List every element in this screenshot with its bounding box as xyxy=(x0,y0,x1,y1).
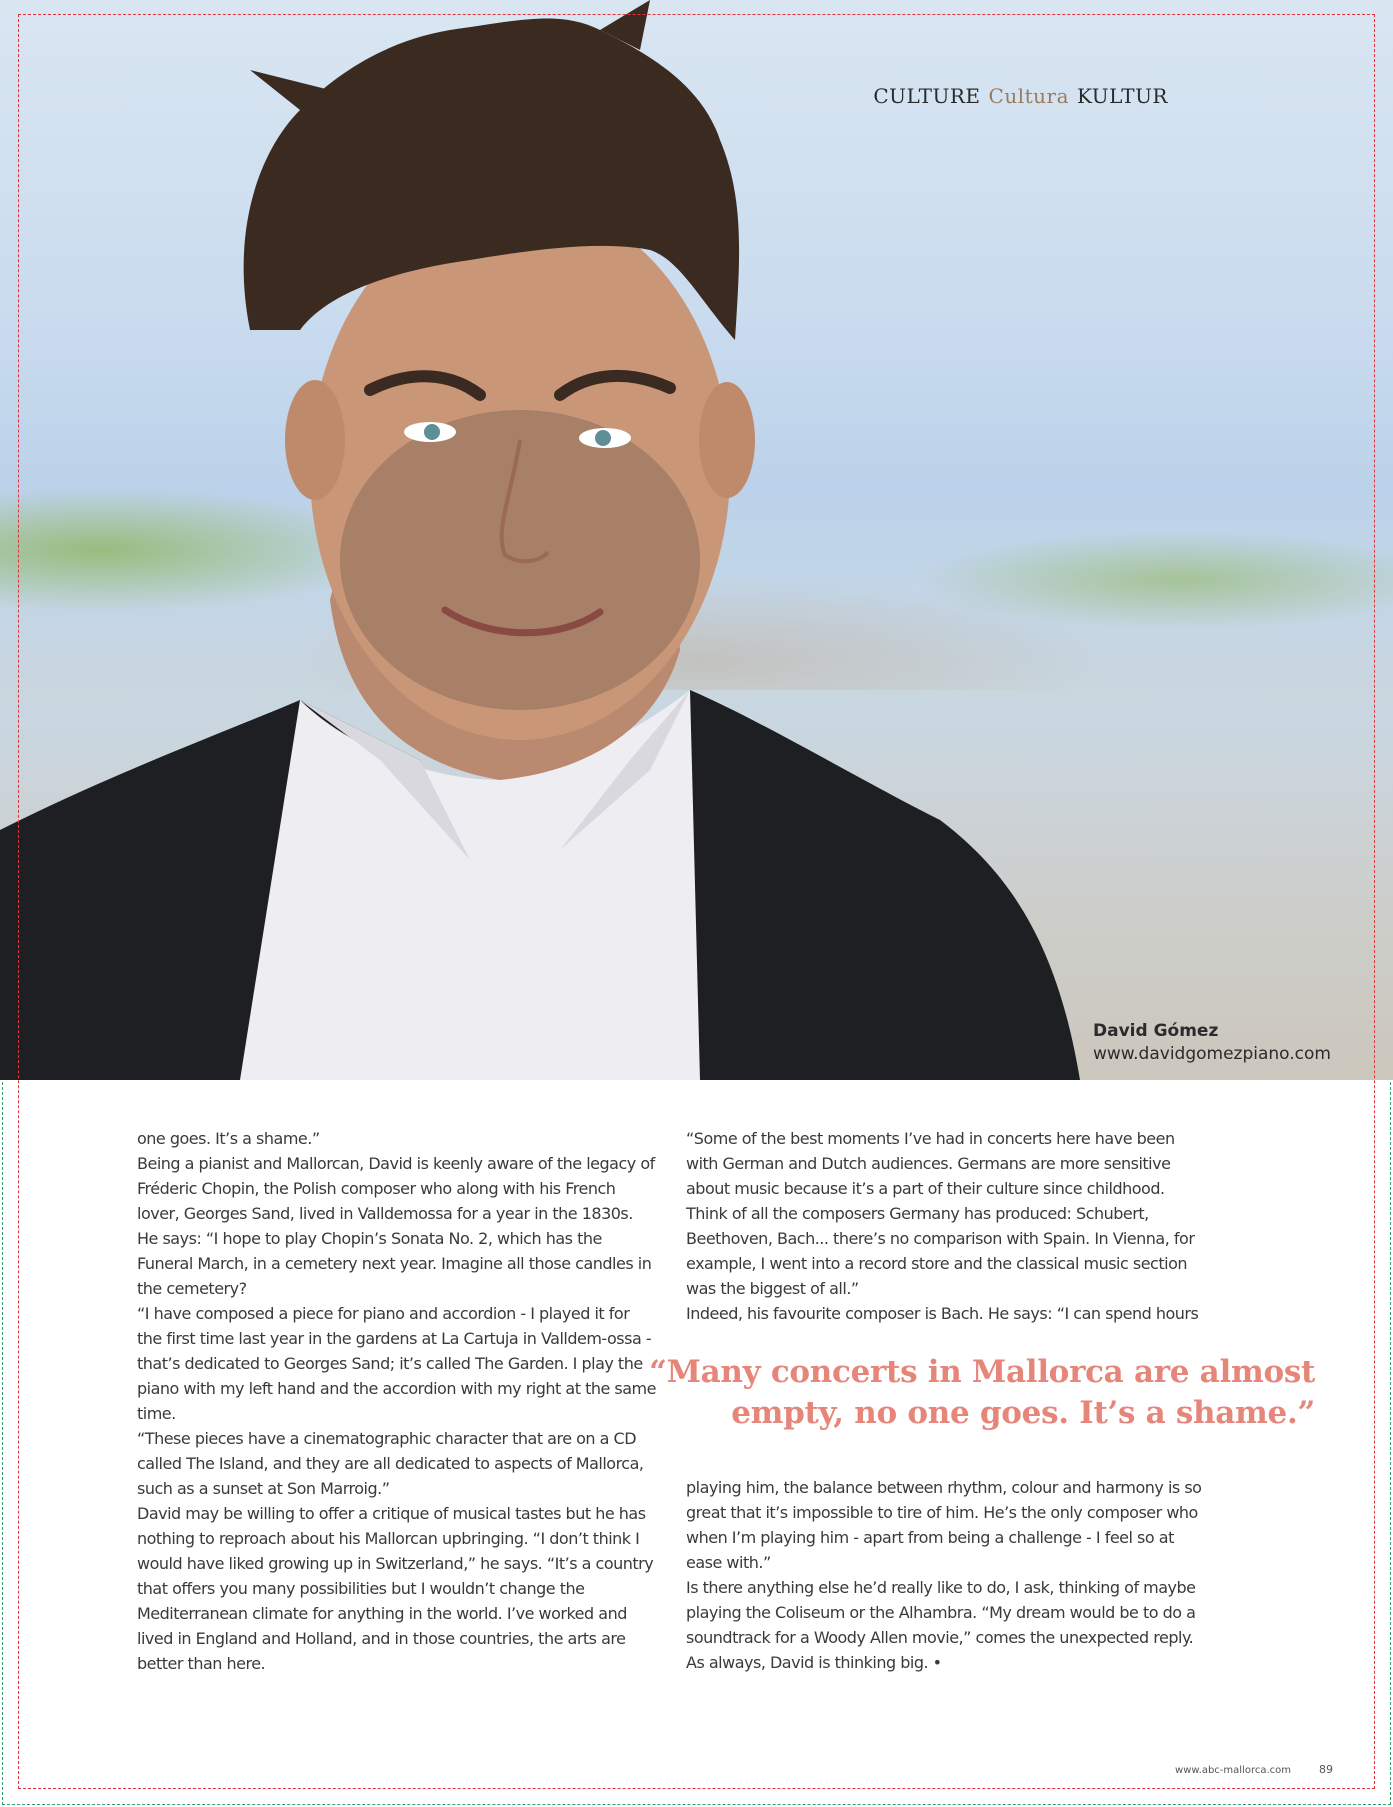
section-tag-kultur: KULTUR xyxy=(1077,84,1168,108)
section-tag-culture: CULTURE xyxy=(873,84,981,108)
paragraph: Being a pianist and Mallorcan, David is keenly aware of the legacy of Fréderic Chopin, the Polish composer who along with his French lover, Georges Sand, lived in Valldemossa for a year in the 1830s. He says: “I hope to play Chopin’s Sonata No. 2, which has the Funeral March, in a cemetery next year. Imagine all those candles in the cemetery? xyxy=(137,1154,655,1298)
paragraph: Indeed, his favourite composer is Bach. He says: “I can spend hours xyxy=(686,1304,1199,1323)
paragraph: “These pieces have a cinematographic character that are on a CD called The Island, and they are all dedicated to aspects of Mallorca, such as a sunset at Son Marroig.” xyxy=(137,1429,644,1498)
caption-name: David Gómez xyxy=(1093,1021,1219,1041)
section-tag-cultura: Cultura xyxy=(988,84,1069,108)
paragraph: David may be willing to offer a critique of musical tastes but he has nothing to reproach about his Mallorcan upbringing. “I don’t think I would have liked growing up in Switzerland,” he says. “It’s a country that offers you many possibilities but I wouldn’t change the Mediterranean climate for anything in the world. I’ve worked and lived in England and Holland, and in those countries, the arts are better than here. xyxy=(137,1504,654,1673)
footer-url: www.abc-mallorca.com xyxy=(1175,1765,1291,1776)
page-footer xyxy=(1175,1763,1333,1776)
article-right-column-top xyxy=(686,1126,1206,1326)
article-right-column-bottom xyxy=(686,1475,1206,1675)
paragraph: one goes. It’s a shame.” xyxy=(137,1129,320,1148)
paragraph: Is there anything else he’d really like to do, I ask, thinking of maybe playing the Coliseum or the Alhambra. “My dream would be to do a soundtrack for a Woody Allen movie,” comes the unexpected reply. As always, David is thinking big. • xyxy=(686,1578,1196,1672)
pull-quote: “Many concerts in Mallorca are almost empty, no one goes. It’s a shame.” xyxy=(649,1354,1315,1431)
section-tag xyxy=(873,84,1168,108)
article-left-column xyxy=(137,1126,657,1676)
caption-website: www.davidgomezpiano.com xyxy=(1093,1044,1331,1064)
paragraph: playing him, the balance between rhythm, colour and harmony is so great that it’s impossible to tire of him. He’s the only composer who when I’m playing him - apart from being a challenge - I feel so at ease with.” xyxy=(686,1478,1202,1572)
photo-caption xyxy=(1093,1020,1331,1066)
paragraph: “I have composed a piece for piano and accordion - I played it for the first time last year in the gardens at La Cartuja in Valldem-ossa - that’s dedicated to Georges Sand; it’s called The Garden. I play the piano with my left hand and the accordion with my right at the same time. xyxy=(137,1304,656,1423)
paragraph: “Some of the best moments I’ve had in concerts here have been with German and Dutch audiences. Germans are more sensitive about music because it’s a part of their culture since childhood. Think of all the composers Germany has produced: Schubert, Beethoven, Bach... there’s no comparison with Spain. In Vienna, for example, I went into a record store and the classical music section was the biggest of all.” xyxy=(686,1129,1195,1298)
page-number: 89 xyxy=(1319,1763,1333,1776)
